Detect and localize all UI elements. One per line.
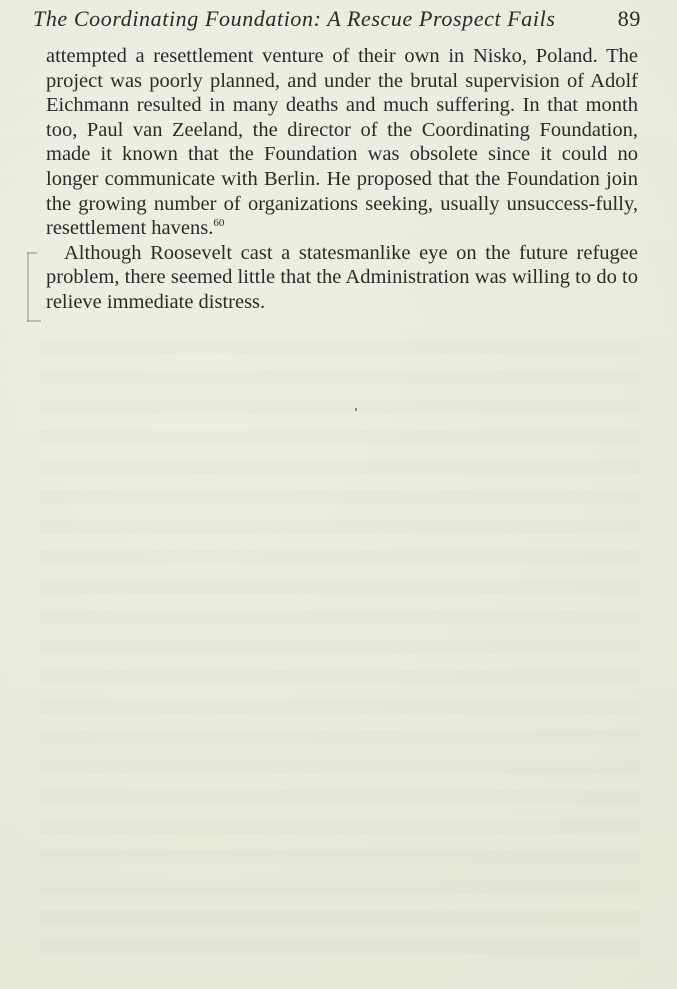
margin-bracket-mark [27, 252, 39, 322]
paragraph-2: Although Roosevelt cast a statesmanlike eye on the future refugee problem, there seemed little that the Administration was willing to do to relieve immediate distress. [46, 241, 638, 313]
body-text [46, 44, 638, 315]
paragraph-1-text: attempted a resettlement venture of their own in Nisko, Poland. The project was poorly planned, and under the brutal supervision of Adolf Eichmann resulted in many deaths and much suffering. In that month too, Paul van Zeeland, the director of the Coordinating Foundation, made it known that the Foundation was obsolete since it could no longer communicate with Berlin. He proposed that the Foundation join the growing number of organizations seeking, usually unsuccess-fully, resettlement havens. [46, 45, 638, 240]
chapter-title: The Coordinating Foundation: A Rescue Prospect Fails [33, 6, 556, 31]
show-through-texture [40, 340, 640, 960]
footnote-marker: 60 [213, 217, 225, 230]
page-number: 89 [617, 6, 641, 31]
paragraph-1 [46, 44, 638, 241]
ink-speck [355, 408, 357, 411]
running-head [33, 6, 641, 34]
